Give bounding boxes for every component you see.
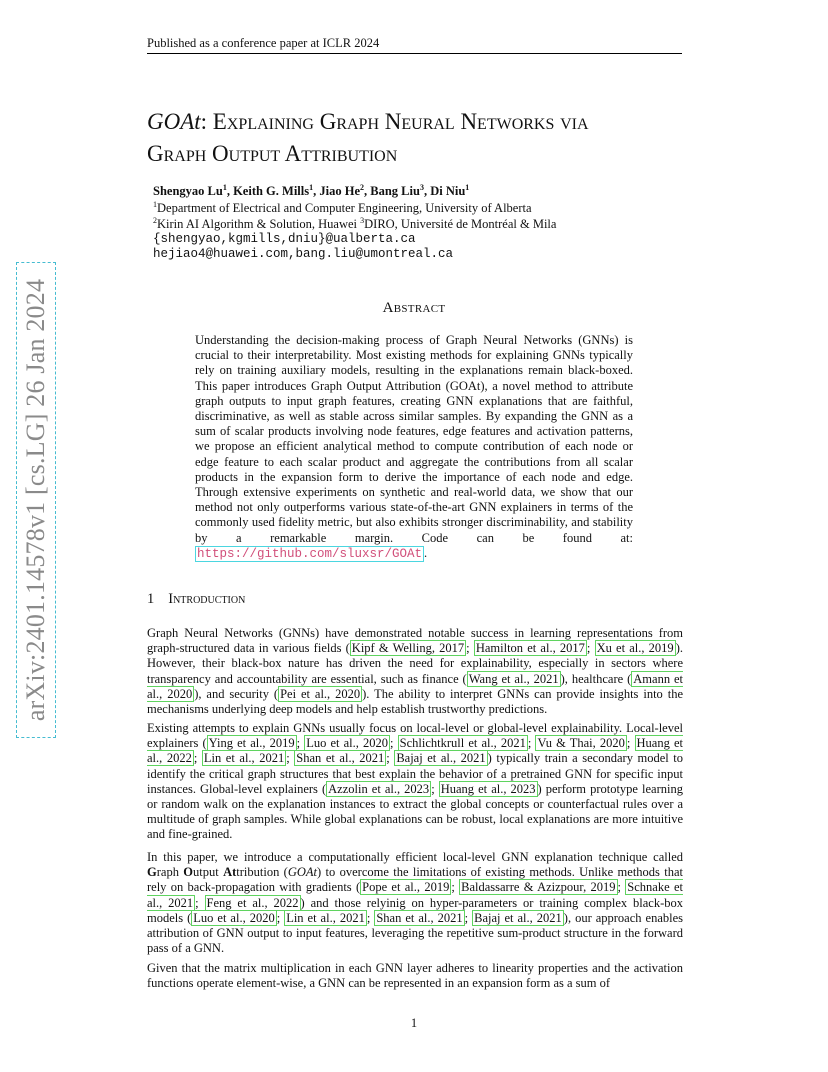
affil-mark: 1 bbox=[222, 183, 227, 192]
abstract-end: . bbox=[424, 545, 428, 560]
para-text: tribution ( bbox=[236, 865, 288, 880]
section-title: Introduction bbox=[168, 591, 246, 607]
paper-title bbox=[147, 106, 707, 170]
separator: ; bbox=[617, 880, 626, 895]
affiliation-text: Kirin AI Algorithm & Solution, Huawei bbox=[157, 217, 357, 232]
citation-link[interactable]: Shan et al., 2021 bbox=[376, 910, 463, 925]
citation-link[interactable]: Lin et al., 2021 bbox=[203, 751, 285, 766]
affiliation-text: DIRO, Université de Montréal & Mila bbox=[364, 217, 557, 232]
affil-mark: 3 bbox=[360, 216, 365, 225]
page-number: 1 bbox=[410, 1016, 418, 1030]
separator: ; bbox=[296, 736, 305, 751]
separator: ; bbox=[286, 751, 295, 766]
separator: ; bbox=[527, 736, 536, 751]
para-text: ), our approach enables attribution of GNN output to input features, leveraging the repetitive sum-product structure in the forward pass of a GNN. bbox=[147, 910, 684, 956]
paragraph-1 bbox=[147, 626, 683, 717]
separator: ; bbox=[464, 910, 473, 925]
author-name: Keith G. Mills bbox=[233, 184, 310, 199]
author-name: Jiao He bbox=[319, 184, 360, 199]
para-text: Existing attempts to explain GNNs usually focus on local-level or global-level explainability. Local-level explainers ( bbox=[147, 721, 683, 751]
para-text: ) typically train a secondary model to identify the critical graph structures that best explain the behavior of a pretrained GNN for specific input instances. Global-level explainers ( bbox=[147, 751, 684, 796]
affiliation-1 bbox=[153, 200, 532, 216]
separator: ; bbox=[586, 641, 595, 656]
section-number: 1 bbox=[147, 591, 155, 607]
separator: ; bbox=[466, 641, 474, 656]
separator: ; bbox=[386, 751, 395, 766]
separator: ; bbox=[626, 736, 635, 751]
citation-link[interactable]: Baldassarre & Azizpour, 2019 bbox=[461, 880, 616, 895]
citation-link[interactable]: Vu & Thai, 2020 bbox=[537, 736, 625, 751]
separator: ; bbox=[193, 751, 202, 766]
citation-link[interactable]: Azzolin et al., 2023 bbox=[328, 781, 430, 796]
email-line-1: {shengyao,kgmills,dniu}@ualberta.ca bbox=[153, 232, 416, 246]
acronym-letter: O bbox=[183, 865, 194, 880]
citation-link[interactable]: Bajaj et al., 2021 bbox=[474, 910, 562, 925]
para-text: ). However, their black-box nature has driven the need for explainability, especially in sectors where transparency and accountability are essential, such as finance ( bbox=[147, 641, 683, 686]
author-name: Di Niu bbox=[430, 184, 466, 199]
author-list: Shengyao Lu$^1$, Keith G. Mills$^1$, Jiao He$^2$, Bang Liu$^3$, Di Niu$^1$ bbox=[153, 183, 470, 199]
email-line-2: hejiao4@huawei.com,bang.liu@umontreal.ca bbox=[153, 247, 454, 261]
author-name: Shengyao Lu bbox=[153, 184, 223, 199]
abstract-heading: Abstract bbox=[382, 300, 446, 316]
citation-link[interactable]: Bajaj et al., 2021 bbox=[396, 751, 486, 766]
citation-link[interactable]: Shan et al., 2021 bbox=[296, 751, 385, 766]
affiliation-2 bbox=[153, 216, 556, 232]
citation-link[interactable]: Lin et al., 2021 bbox=[286, 910, 365, 925]
citation-link[interactable]: Schnake et al., 2021 bbox=[147, 880, 683, 910]
affil-mark: 2 bbox=[153, 216, 157, 225]
citation-link[interactable]: Amann et al., 2020 bbox=[147, 671, 683, 701]
citation-link[interactable]: Wang et al., 2021 bbox=[468, 671, 559, 686]
title-line2: Graph Output Attribution bbox=[147, 141, 398, 166]
citation-link[interactable]: Pope et al., 2019 bbox=[362, 880, 450, 895]
para-text: ) to overcome the limitations of existing methods. Unlike methods that rely on back-propagation with gradients ( bbox=[147, 865, 684, 895]
para-text: utput bbox=[193, 865, 224, 880]
para-text: ) and those relyinig on hyper-parameters or training complex black-box models ( bbox=[147, 895, 684, 925]
citation-link[interactable]: Huang et al., 2022 bbox=[147, 736, 683, 766]
citation-link[interactable]: Hamilton et al., 2017 bbox=[475, 641, 585, 656]
citation-link[interactable]: Huang et al., 2023 bbox=[440, 781, 536, 796]
code-link[interactable]: https://github.com/sluxsr/GOAt bbox=[197, 546, 423, 561]
para-text: ), healthcare ( bbox=[560, 671, 632, 686]
affil-mark: 1 bbox=[465, 183, 470, 192]
para-text: ). The ability to interpret GNNs can provide insights into the mechanisms underlying deep models and help establish trustworthy predictions. bbox=[147, 686, 683, 717]
title-goat: GOAt bbox=[147, 109, 201, 134]
affiliation-text: Department of Electrical and Computer Engineering, University of Alberta bbox=[157, 201, 532, 216]
citation-link[interactable]: Pei et al., 2020 bbox=[280, 686, 361, 701]
citation-link[interactable]: Kipf & Welling, 2017 bbox=[351, 641, 465, 656]
abstract-body bbox=[195, 333, 633, 562]
section-heading bbox=[147, 591, 245, 608]
citation-link[interactable]: Xu et al., 2019 bbox=[596, 641, 674, 656]
paragraph-4: Given that the matrix multiplication in each GNN layer adheres to linearity properties and the activation functions operate element-wise, a GNN can be represented in an expansion form as a sum of bbox=[147, 961, 683, 991]
citation-link[interactable]: Schlichtkrull et al., 2021 bbox=[399, 736, 526, 751]
title-line1: : Explaining Graph Neural Networks via bbox=[200, 109, 589, 134]
affil-mark: 2 bbox=[360, 183, 364, 192]
citation-link[interactable]: Feng et al., 2022 bbox=[206, 895, 299, 910]
affil-mark: 1 bbox=[309, 183, 314, 192]
separator: ; bbox=[451, 880, 460, 895]
separator: ; bbox=[431, 781, 439, 796]
method-name: GOAt bbox=[287, 865, 318, 880]
paragraph-3 bbox=[147, 850, 683, 956]
para-text: raph bbox=[156, 865, 184, 880]
abstract-text: Understanding the decision-making process of Graph Neural Networks (GNNs) is crucial to their interpretability. Most existing methods for explaining GNNs typically rely on training auxiliary models, resulting in the explanations remain black-boxed. This paper introduces Graph Output Attribution (GOAt), a novel method to attribute graph outputs to input graph features, creating GNN explanations that are faithful, discriminative, as well as stable across similar samples. By expanding the GNN as a sum of scalar products involving node features, edge features and activation patterns, we propose an efficient analytical method to compute contribution of each node or edge feature to each scalar product and aggregate the contributions from all scalar products in the expansion form to derive the importance of each node and edge. Through extensive experiments on synthetic and real-world data, we show that our method not only outperforms various state-of-the-art GNN explainers in terms of the commonly used fidelity metric, but also exhibits stronger discriminability, and stability by a remarkable margin. Code can be found at: bbox=[195, 333, 633, 545]
para-text: Graph Neural Networks (GNNs) have demonstrated notable success in learning representations from graph-structured data in various fields ( bbox=[147, 626, 683, 656]
header-rule bbox=[147, 53, 682, 54]
acronym-letter: At bbox=[223, 865, 237, 880]
citation-link[interactable]: Luo et al., 2020 bbox=[306, 736, 389, 751]
arxiv-stamp[interactable] bbox=[16, 262, 56, 738]
author-name: Bang Liu bbox=[370, 184, 420, 199]
acronym-letter: G bbox=[147, 865, 157, 880]
separator: ; bbox=[390, 736, 398, 751]
affil-mark: 1 bbox=[153, 200, 157, 209]
para-text: ) perform prototype learning or random walk on the explanation instances to extract the global concepts or counterfactual rules over a multitude of graph samples. While global explanations can be robust, local explanations are more intuitive and fine-grained. bbox=[147, 781, 683, 842]
citation-link[interactable]: Luo et al., 2020 bbox=[193, 910, 275, 925]
arxiv-id[interactable]: arXiv:2401.14578v1 [cs.LG] 26 Jan 2024 bbox=[21, 278, 50, 722]
separator: ; bbox=[366, 910, 375, 925]
para-text: ), and security ( bbox=[194, 686, 279, 701]
paragraph-2 bbox=[147, 721, 683, 843]
para-text: In this paper, we introduce a computationally efficient local-level GNN explanation technique called bbox=[147, 850, 683, 864]
separator: ; bbox=[195, 895, 205, 910]
citation-link[interactable]: Ying et al., 2019 bbox=[208, 736, 295, 751]
affil-mark: 3 bbox=[419, 183, 424, 192]
separator: ; bbox=[276, 910, 285, 925]
running-header: Published as a conference paper at ICLR 2024 bbox=[147, 36, 380, 50]
